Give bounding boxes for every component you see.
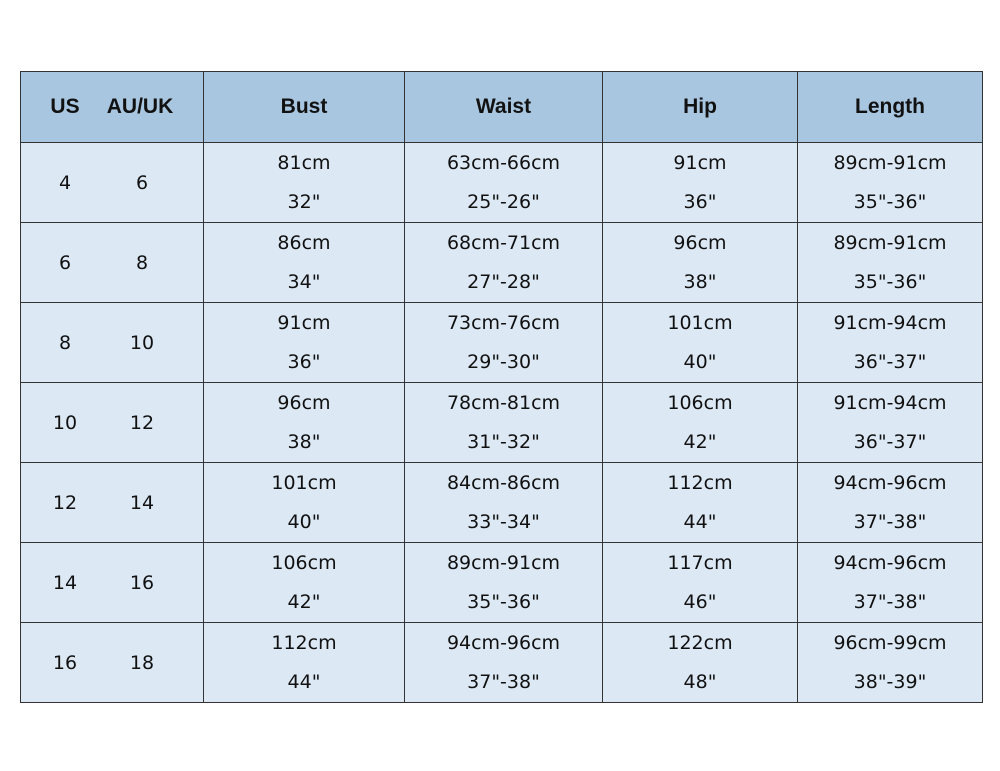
hip-inch: 36" <box>683 190 717 213</box>
bust-inch: 34" <box>287 270 321 293</box>
waist-cell <box>405 303 603 383</box>
bust-cell <box>204 463 405 543</box>
bust-cm: 101cm <box>271 471 337 494</box>
length-inch: 37"-38" <box>853 590 927 613</box>
length-cm: 89cm-91cm <box>833 151 947 174</box>
bust-cm: 106cm <box>271 551 337 574</box>
hip-inch: 40" <box>683 350 717 373</box>
hip-cell <box>603 223 798 303</box>
hip-cm: 122cm <box>667 631 733 654</box>
hip-cell <box>603 303 798 383</box>
header-length: Length <box>798 72 983 143</box>
table-row <box>21 143 983 223</box>
au-uk-size: 12 <box>129 411 155 434</box>
length-cm: 89cm-91cm <box>833 231 947 254</box>
size-cell <box>21 463 204 543</box>
hip-cm: 112cm <box>667 471 733 494</box>
au-uk-size: 8 <box>135 251 149 274</box>
bust-cell <box>204 623 405 703</box>
au-uk-size: 16 <box>129 571 155 594</box>
waist-inch: 33"-34" <box>467 510 540 533</box>
length-inch: 38"-39" <box>853 670 927 693</box>
header-size-cell <box>21 72 204 143</box>
bust-cm: 91cm <box>277 311 331 334</box>
us-size: 12 <box>52 491 78 514</box>
bust-cell <box>204 303 405 383</box>
au-uk-size: 14 <box>129 491 155 514</box>
bust-inch: 36" <box>287 350 321 373</box>
waist-cell <box>405 143 603 223</box>
size-cell <box>21 143 204 223</box>
bust-cm: 81cm <box>277 151 331 174</box>
header-us: US <box>50 95 80 118</box>
bust-inch: 40" <box>287 510 321 533</box>
table-row <box>21 223 983 303</box>
waist-cm: 68cm-71cm <box>446 231 561 254</box>
waist-cell <box>405 543 603 623</box>
hip-cell <box>603 143 798 223</box>
bust-cell <box>204 543 405 623</box>
header-hip: Hip <box>603 72 798 143</box>
waist-inch: 35"-36" <box>467 590 540 613</box>
length-cell <box>798 383 983 463</box>
hip-cell <box>603 623 798 703</box>
length-cm: 91cm-94cm <box>833 391 947 414</box>
hip-cell <box>603 463 798 543</box>
waist-inch: 31"-32" <box>467 430 540 453</box>
size-cell <box>21 223 204 303</box>
hip-inch: 46" <box>683 590 717 613</box>
length-inch: 36"-37" <box>853 350 927 373</box>
length-cell <box>798 623 983 703</box>
au-uk-size: 10 <box>129 331 155 354</box>
hip-cell <box>603 383 798 463</box>
hip-cm: 96cm <box>673 231 727 254</box>
size-cell <box>21 543 204 623</box>
us-size: 4 <box>58 171 72 194</box>
bust-inch: 42" <box>287 590 321 613</box>
waist-cell <box>405 623 603 703</box>
bust-inch: 44" <box>287 670 321 693</box>
hip-cm: 106cm <box>667 391 733 414</box>
au-uk-size: 6 <box>135 171 149 194</box>
waist-cell <box>405 383 603 463</box>
table-row <box>21 383 983 463</box>
bust-inch: 38" <box>287 430 321 453</box>
length-cell <box>798 303 983 383</box>
bust-cm: 86cm <box>277 231 331 254</box>
header-waist: Waist <box>405 72 603 143</box>
us-size: 10 <box>52 411 78 434</box>
us-size: 14 <box>52 571 78 594</box>
hip-inch: 38" <box>683 270 717 293</box>
length-cm: 91cm-94cm <box>833 311 947 334</box>
hip-cm: 117cm <box>667 551 733 574</box>
length-inch: 36"-37" <box>853 430 927 453</box>
header-row <box>21 72 983 143</box>
au-uk-size: 18 <box>129 651 155 674</box>
hip-inch: 42" <box>683 430 717 453</box>
bust-cell <box>204 383 405 463</box>
hip-inch: 48" <box>683 670 717 693</box>
waist-cm: 73cm-76cm <box>446 311 561 334</box>
waist-cm: 78cm-81cm <box>446 391 561 414</box>
table-row <box>21 303 983 383</box>
size-chart-table <box>20 71 983 703</box>
length-cell <box>798 143 983 223</box>
size-cell <box>21 303 204 383</box>
bust-cell <box>204 143 405 223</box>
waist-cm: 63cm-66cm <box>446 151 561 174</box>
size-chart <box>20 71 982 703</box>
bust-cell <box>204 223 405 303</box>
length-cm: 96cm-99cm <box>833 631 947 654</box>
table-row <box>21 463 983 543</box>
header-au-uk: AU/UK <box>106 95 174 118</box>
waist-inch: 25"-26" <box>467 190 540 213</box>
waist-cm: 94cm-96cm <box>446 631 561 654</box>
size-cell <box>21 623 204 703</box>
us-size: 8 <box>58 331 72 354</box>
table-row <box>21 543 983 623</box>
length-inch: 35"-36" <box>853 190 927 213</box>
hip-cell <box>603 543 798 623</box>
bust-cm: 96cm <box>277 391 331 414</box>
waist-cell <box>405 223 603 303</box>
size-cell <box>21 383 204 463</box>
waist-inch: 27"-28" <box>467 270 540 293</box>
header-bust: Bust <box>204 72 405 143</box>
length-inch: 35"-36" <box>853 270 927 293</box>
waist-inch: 37"-38" <box>467 670 540 693</box>
waist-inch: 29"-30" <box>467 350 540 373</box>
table-header <box>21 72 983 143</box>
hip-cm: 101cm <box>667 311 733 334</box>
length-cell <box>798 543 983 623</box>
waist-cm: 89cm-91cm <box>446 551 561 574</box>
hip-inch: 44" <box>683 510 717 533</box>
length-cell <box>798 223 983 303</box>
us-size: 6 <box>58 251 72 274</box>
length-cell <box>798 463 983 543</box>
length-inch: 37"-38" <box>853 510 927 533</box>
table-body <box>21 143 983 703</box>
waist-cell <box>405 463 603 543</box>
bust-cm: 112cm <box>271 631 337 654</box>
table-row <box>21 623 983 703</box>
waist-cm: 84cm-86cm <box>446 471 561 494</box>
bust-inch: 32" <box>287 190 321 213</box>
us-size: 16 <box>52 651 78 674</box>
hip-cm: 91cm <box>673 151 727 174</box>
length-cm: 94cm-96cm <box>833 551 947 574</box>
length-cm: 94cm-96cm <box>833 471 947 494</box>
